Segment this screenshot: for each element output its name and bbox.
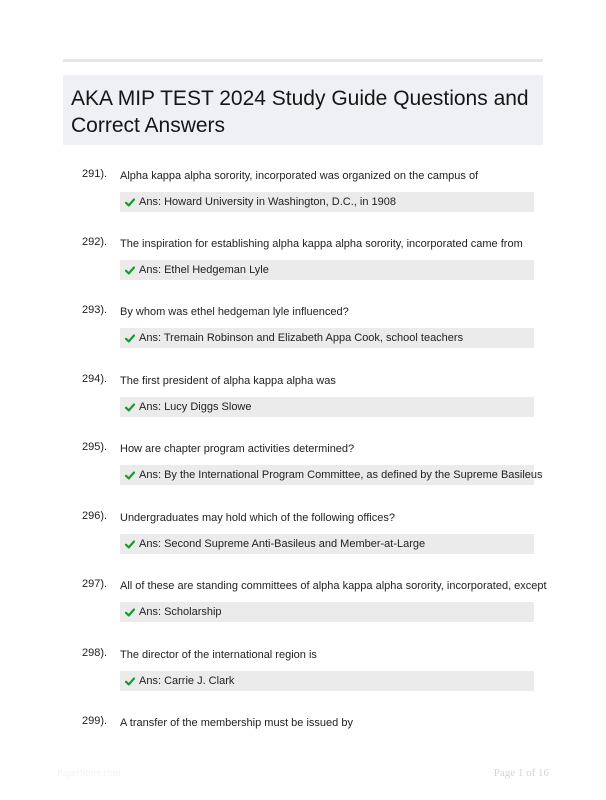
checkmark-icon xyxy=(125,471,135,480)
question-number: 297). xyxy=(82,578,108,590)
question-number: 292). xyxy=(82,236,108,248)
question-number: 296). xyxy=(82,510,108,522)
question-text: The first president of alpha kappa alpha was xyxy=(120,375,336,387)
page-indicator: Page 1 of 16 xyxy=(493,767,549,779)
question-text: A transfer of the membership must be issued by xyxy=(120,717,353,729)
answer-box xyxy=(120,465,543,485)
title-banner xyxy=(63,75,543,145)
watermark: PaperStore.com xyxy=(57,768,121,779)
answer-text: Ans: Carrie J. Clark xyxy=(139,675,235,687)
header-divider xyxy=(63,59,543,62)
question-text: All of these are standing committees of alpha kappa alpha sorority, incorporated, except xyxy=(120,580,547,592)
question-text: The inspiration for establishing alpha kappa alpha sorority, incorporated came from xyxy=(120,238,523,250)
question-number: 291). xyxy=(82,168,108,180)
page-title: AKA MIP TEST 2024 Study Guide Questions and Correct Answers xyxy=(71,87,529,137)
checkmark-icon xyxy=(125,266,135,275)
answer-box xyxy=(120,192,534,212)
question-text: By whom was ethel hedgeman lyle influenced? xyxy=(120,306,349,318)
checkmark-icon xyxy=(125,540,135,549)
answer-box xyxy=(120,260,534,280)
question-text: How are chapter program activities determined? xyxy=(120,443,355,455)
answer-box xyxy=(120,397,534,417)
answer-text: Ans: Scholarship xyxy=(139,606,222,618)
answer-box xyxy=(120,328,534,348)
answer-text: Ans: Howard University in Washington, D.C., in 1908 xyxy=(139,196,396,208)
checkmark-icon xyxy=(125,677,135,686)
answer-text: Ans: Tremain Robinson and Elizabeth Appa Cook, school teachers xyxy=(139,332,464,344)
question-number: 294). xyxy=(82,373,108,385)
answer-text: Ans: Ethel Hedgeman Lyle xyxy=(139,264,269,276)
answer-box xyxy=(120,602,534,622)
answer-text: Ans: By the International Program Committee, as defined by the Supreme Basileus xyxy=(139,469,543,481)
question-number: 298). xyxy=(82,647,108,659)
checkmark-icon xyxy=(125,403,135,412)
answer-text: Ans: Lucy Diggs Slowe xyxy=(139,401,252,413)
checkmark-icon xyxy=(125,608,135,617)
question-text: Alpha kappa alpha sorority, incorporated was organized on the campus of xyxy=(120,170,479,182)
checkmark-icon xyxy=(125,334,135,343)
question-number: 293). xyxy=(82,304,108,316)
answer-box xyxy=(120,671,534,691)
question-number: 299). xyxy=(82,715,108,727)
question-text: Undergraduates may hold which of the following offices? xyxy=(120,512,395,524)
answer-box xyxy=(120,534,534,554)
checkmark-icon xyxy=(125,198,135,207)
question-number: 295). xyxy=(82,441,108,453)
question-text: The director of the international region is xyxy=(120,649,317,661)
answer-text: Ans: Second Supreme Anti-Basileus and Member-at-Large xyxy=(139,538,426,550)
